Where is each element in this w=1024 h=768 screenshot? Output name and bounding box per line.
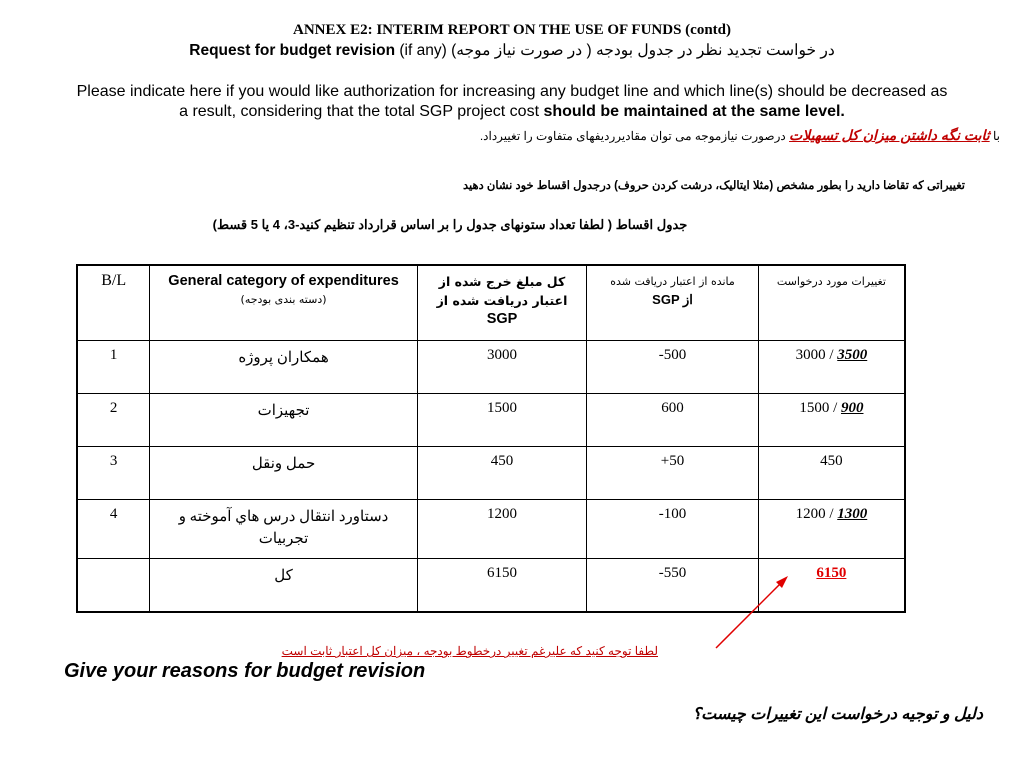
row-spent: 1200: [417, 500, 587, 559]
reasons-heading: Give your reasons for budget revision: [64, 660, 426, 682]
farsi-table-caption: جدول اقساط ( لطفا تعداد ستونهای جدول را بر اساس قرارداد تنظیم کنید-3، 4 یا 5 قسط): [212, 217, 688, 232]
row-category: دستاورد انتقال درس هاي آموخته و تجربيات: [150, 500, 417, 559]
farsi-line-1-prefix: با: [989, 129, 1000, 143]
row-change-old: 1500 /: [799, 400, 841, 416]
row-remaining: -100: [587, 500, 759, 559]
header-spent-sgp: SGP: [486, 311, 518, 327]
header-category-en: General category of expenditures: [168, 273, 399, 289]
header-changes-fa: تغییرات مورد درخواست: [776, 275, 886, 288]
farsi-note: لطفا توجه کنید که علیرغم تغییر درخطوط بودجه ، میزان کل اعتبار ثابت است: [281, 644, 658, 658]
header-remaining-sgp: SGP از: [652, 292, 693, 307]
row-spent: 450: [417, 447, 587, 500]
row-change-old: 3000 /: [795, 347, 838, 363]
row-change-new: 3500: [837, 347, 868, 363]
request-bold: Request for budget revision: [189, 42, 396, 59]
header-spent-fa: کل مبلغ خرج شده از اعتبار دریافت شده از: [436, 274, 568, 308]
row-remaining: 600: [587, 394, 759, 447]
farsi-line-2: تغییراتی که تقاضا دارید را بطور مشخص (مثلا ایتالیک، درشت کردن حروف) درجدول اقساط خود نشان دهید: [463, 180, 965, 192]
row-change-new: 1300: [837, 506, 868, 522]
row-spent: 3000: [417, 341, 587, 394]
reasons-heading-fa: دلیل و توجیه درخواست این تغییرات چیست؟: [692, 706, 983, 723]
header-bl: B/L: [77, 265, 150, 341]
total-category: کل: [150, 559, 417, 613]
total-remaining: -550: [587, 559, 759, 613]
row-change-old: 1200 /: [795, 506, 838, 522]
header-remaining-fa: مانده از اعتبار دریافت شده: [610, 275, 735, 288]
row-remaining: -500: [587, 341, 759, 394]
row-category: حمل ونقل: [150, 447, 417, 500]
row-bl: 4: [77, 500, 150, 559]
row-spent: 1500: [417, 394, 587, 447]
row-category: تجهیزات: [150, 394, 417, 447]
row-bl: 2: [77, 394, 150, 447]
row-bl: 1: [77, 341, 150, 394]
instruction-text: Please indicate here if you would like authorization for increasing any budget line and which line(s) should be decreased as a result, considering that the total SGP project cost: [76, 83, 948, 120]
farsi-line-1-rest: درصورت نیازموجه می توان مقادیرردیفهای متفاوت را تغییرداد.: [479, 129, 790, 143]
annex-title: ANNEX E2: INTERIM REPORT ON THE USE OF FUNDS (contd): [293, 22, 731, 38]
row-category: همکاران پروژه: [150, 341, 417, 394]
header-category-fa: (دسته بندی بودجه): [240, 293, 327, 306]
row-bl: 3: [77, 447, 150, 500]
request-rest: (if any) در خواست تجدید نظر در جدول بودجه ( در صورت نیاز موجه): [395, 42, 835, 59]
arrow-line: [716, 580, 784, 648]
row-change-new: 900: [840, 400, 864, 416]
row-change-old: 450: [820, 453, 843, 469]
row-remaining: +50: [587, 447, 759, 500]
total-change-value: 6150: [816, 565, 847, 581]
instruction-bold: should be maintained at the same level.: [543, 103, 845, 120]
farsi-line-1-red: ثابت نگه داشتن میزان کل تسهیلات: [789, 127, 990, 143]
total-spent: 6150: [417, 559, 587, 613]
